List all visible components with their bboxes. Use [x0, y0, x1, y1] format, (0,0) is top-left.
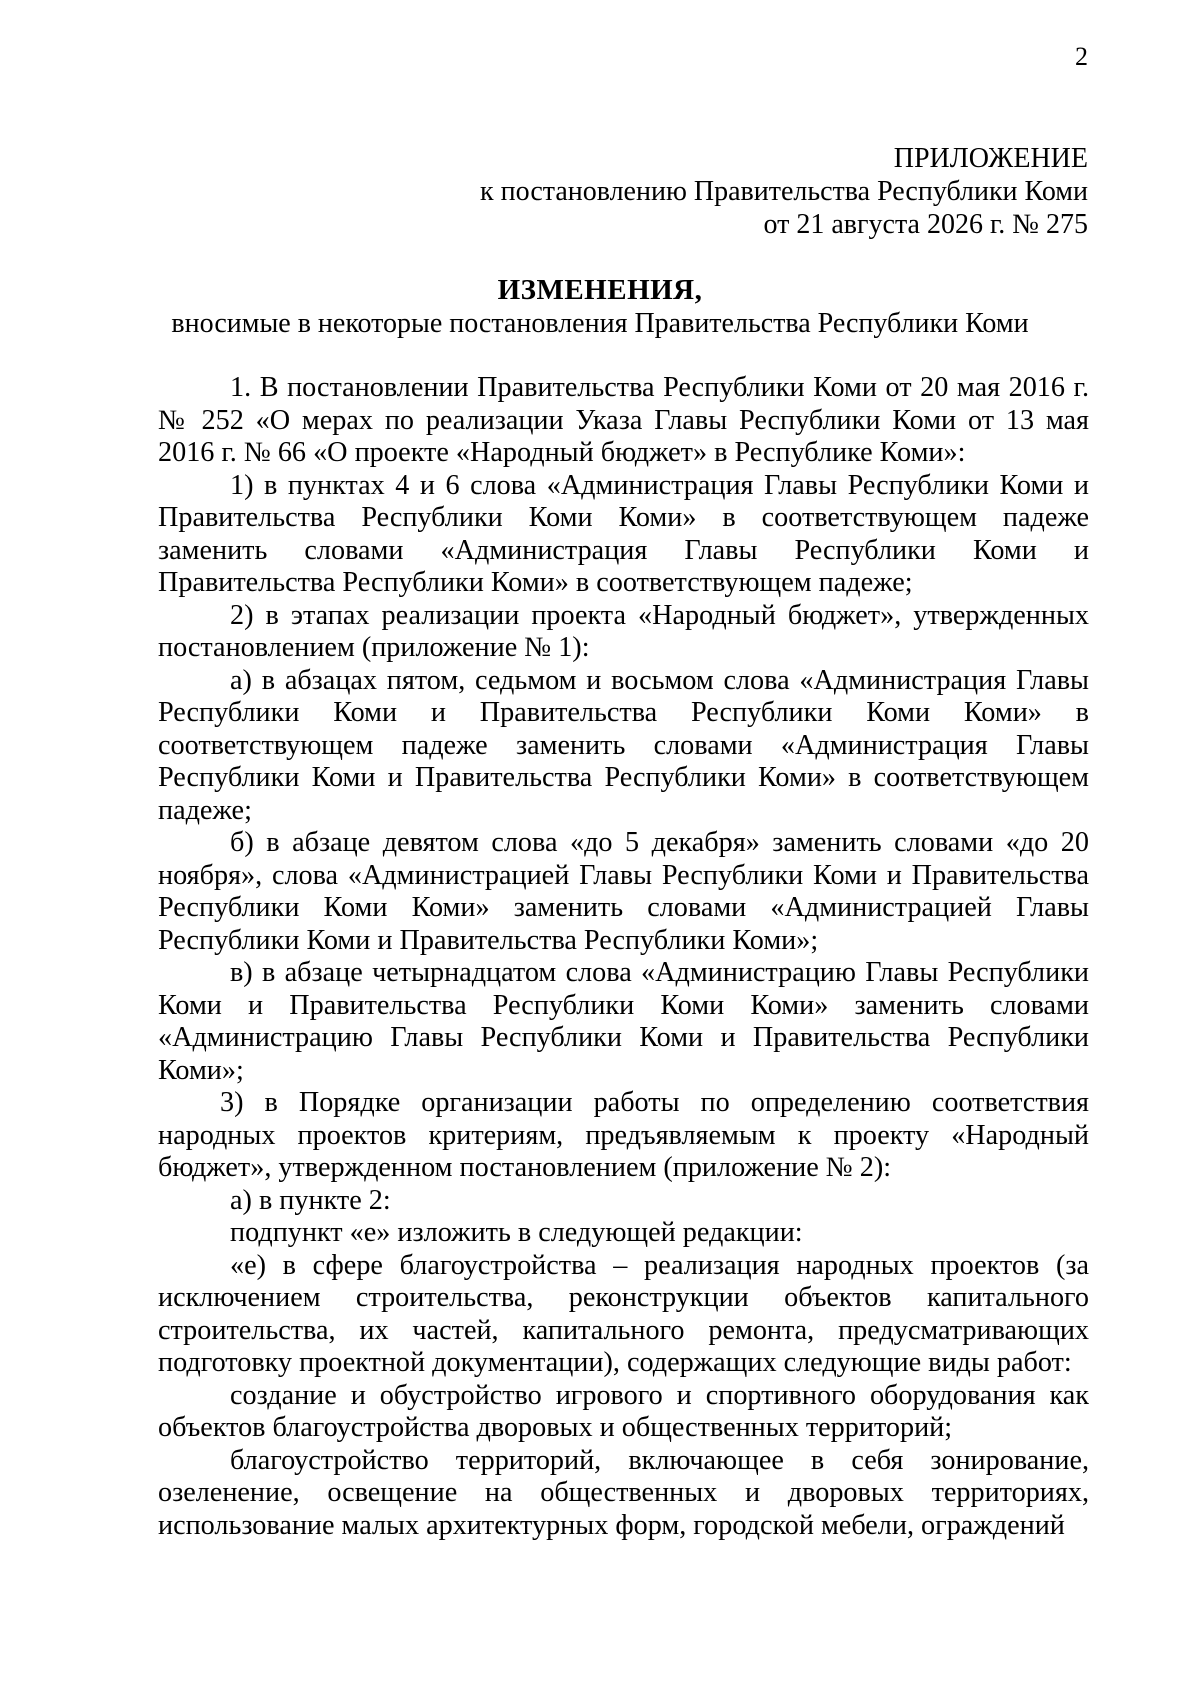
- paragraph: 2) в этапах реализации проекта «Народный бюджет», утвержденных постановлением (приложение № 1):: [158, 599, 1089, 663]
- appendix-label: ПРИЛОЖЕНИЕ: [893, 143, 1088, 174]
- paragraph: 1) в пунктах 4 и 6 слова «Администрация Главы Республики Коми и Правительства Республики Коми Коми» в соответствующем падеже заменить словами «Администрация Главы Республики Коми и Правительства Республики Коми» в соответствующем падеже;: [158, 469, 1089, 598]
- paragraph: «е) в сфере благоустройства – реализация народных проектов (за исключением строительства, реконструкции объектов капитального строительства, их частей, капитального ремонта, предусматривающих подготовку проектной документации), содержащих следующие виды работ:: [158, 1249, 1089, 1378]
- appendix-reference: к постановлению Правительства Республики Коми: [480, 176, 1088, 207]
- paragraph: создание и обустройство игрового и спортивного оборудования как объектов благоустройства дворовых и общественных территорий;: [158, 1379, 1089, 1443]
- document-body: [158, 372, 1089, 1542]
- paragraph: а) в абзацах пятом, седьмом и восьмом слова «Администрация Главы Республики Коми и Правительства Республики Коми Коми» в соответствующем падеже заменить словами «Администрация Главы Республики Коми и Правительства Республики Коми» в соответствующем падеже;: [158, 664, 1089, 826]
- paragraph: а) в пункте 2:: [230, 1184, 391, 1216]
- paragraph: 1. В постановлении Правительства Республики Коми от 20 мая 2016 г. № 252 «О мерах по реализации Указа Главы Республики Коми от 13 мая 2016 г. № 66 «О проекте «Народный бюджет» в Республике Коми»:: [158, 372, 1089, 468]
- paragraph: б) в абзаце девятом слова «до 5 декабря» заменить словами «до 20 ноября», слова «Администрацией Главы Республики Коми и Правительства Республики Коми Коми» заменить словами «Администрацией Главы Республики Коми и Правительства Республики Коми»;: [158, 827, 1089, 956]
- document-title: ИЗМЕНЕНИЯ,: [497, 274, 703, 306]
- page-number: 2: [1075, 42, 1088, 71]
- paragraph: 3) в Порядке организации работы по определению соответствия народных проектов критериям, предъявляемым к проекту «Народный бюджет», утвержденном постановлением (приложение № 2):: [158, 1087, 1089, 1183]
- paragraph: подпункт «е» изложить в следующей редакции:: [230, 1217, 803, 1248]
- document-subtitle: вносимые в некоторые постановления Правительства Республики Коми: [171, 308, 1029, 339]
- paragraph: благоустройство территорий, включающее в себя зонирование, озеленение, освещение на общественных и дворовых территориях, использование малых архитектурных форм, городской мебели, ограждений: [158, 1444, 1089, 1541]
- appendix-date-number: от 21 августа 2026 г. № 275: [763, 209, 1088, 240]
- appendix-header: [288, 142, 1088, 241]
- paragraph: в) в абзаце четырнадцатом слова «Администрацию Главы Республики Коми и Правительства Республики Коми Коми» заменить словами «Администрацию Главы Республики Коми и Правительства Республики Коми»;: [158, 957, 1089, 1086]
